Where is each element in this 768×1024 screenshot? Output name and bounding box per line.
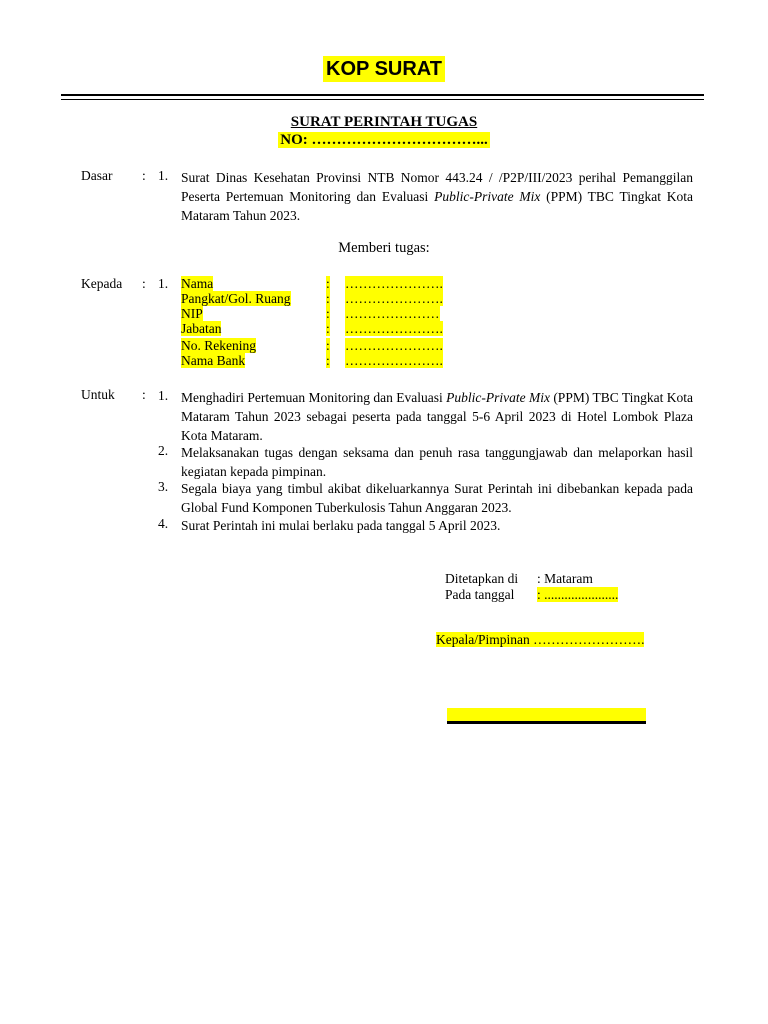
untuk-colon: :: [142, 387, 146, 402]
field-label-nama: Nama: [181, 276, 214, 291]
signature-line: [447, 721, 646, 724]
untuk-item-2-number: 2.: [158, 443, 169, 458]
document-title: SURAT PERINTAH TUGAS: [290, 114, 478, 130]
header-rule-thick: [61, 94, 704, 96]
ditetapkan-value: : Mataram: [537, 571, 593, 586]
kepada-number: 1.: [158, 276, 169, 291]
kepada-colon: :: [142, 276, 146, 291]
field-colon-nama: :: [326, 276, 330, 291]
document-number: [0, 132, 768, 149]
field-value-nama: ………………….: [345, 276, 443, 291]
ditetapkan-label: Ditetapkan di: [445, 571, 519, 586]
untuk-item-3-number: 3.: [158, 479, 169, 494]
field-colon-jabatan: :: [326, 321, 330, 336]
untuk-label: Untuk: [81, 387, 115, 402]
field-colon-pangkat: :: [326, 291, 330, 306]
kepala-pimpinan: Kepala/Pimpinan …………………….: [436, 632, 645, 647]
kepada-label: Kepada: [81, 276, 123, 291]
field-label-rekening: No. Rekening: [181, 338, 256, 353]
dasar-text-italic: Public-Private Mix: [434, 189, 541, 204]
field-value-rekening: ………………….: [345, 338, 443, 353]
memberi-tugas: Memberi tugas:: [338, 240, 430, 256]
dasar-colon: :: [142, 168, 146, 183]
field-colon-rekening: :: [326, 338, 330, 353]
signature-name-field: [447, 708, 646, 721]
letterhead: [0, 58, 768, 81]
field-value-bank: ………………….: [345, 353, 443, 368]
field-label-pangkat: Pangkat/Gol. Ruang: [181, 291, 291, 306]
field-label-jabatan: Jabatan: [181, 321, 222, 336]
dasar-text: [181, 168, 693, 225]
dasar-label: Dasar: [81, 168, 113, 183]
field-colon-nip: :: [326, 306, 330, 321]
dasar-text-after: (PPM) TBC Tingkat Kota Mataram Tahun 2023.: [181, 189, 693, 223]
untuk-item-2-text: Melaksanakan tugas dengan seksama dan penuh rasa tanggungjawab dan melaporkan hasil kegiatan kepada pimpinan.: [181, 445, 693, 479]
untuk-item-4-text: Surat Perintah ini mulai berlaku pada tanggal 5 April 2023.: [181, 518, 501, 533]
field-value-pangkat: ………………….: [345, 291, 443, 306]
untuk-item-3-text: Segala biaya yang timbul akibat dikeluarkannya Surat Perintah ini dibebankan kepada pada Global Fund Komponen Tuberkulosis Tahun Anggaran 2023.: [181, 481, 693, 515]
untuk-item-1-text: Menghadiri Pertemuan Monitoring dan Evaluasi Public-Private Mix (PPM) TBC Tingkat Kota Mataram Tahun 2023 sebagai peserta pada tanggal 5-6 April 2023 di Hotel Lombok Plaza Kota Mataram.: [181, 390, 693, 443]
tanggal-colon: :: [537, 587, 545, 602]
header-rule-thin: [61, 99, 704, 100]
field-colon-bank: :: [326, 353, 330, 368]
field-value-jabatan: ………………….: [345, 321, 443, 336]
tanggal-label: Pada tanggal: [445, 587, 515, 602]
field-value-nip: …………………: [345, 306, 440, 321]
letterhead-label: KOP SURAT: [323, 56, 445, 82]
tanggal-field: [537, 587, 618, 603]
untuk-item-4-number: 4.: [158, 516, 169, 531]
untuk-item-1-number: 1.: [158, 388, 169, 403]
field-label-nip: NIP: [181, 306, 203, 321]
dasar-number: 1.: [158, 168, 169, 183]
field-label-bank: Nama Bank: [181, 353, 246, 368]
tanggal-value: ......................: [544, 587, 619, 602]
dasar-text-before: Surat Dinas Kesehatan Provinsi NTB Nomor 443.24 / /P2P/III/2023 perihal Pemanggilan Peserta Pertemuan Monitoring dan Evaluasi: [181, 170, 693, 204]
document-number-text: NO: ……………………………...: [280, 132, 488, 148]
